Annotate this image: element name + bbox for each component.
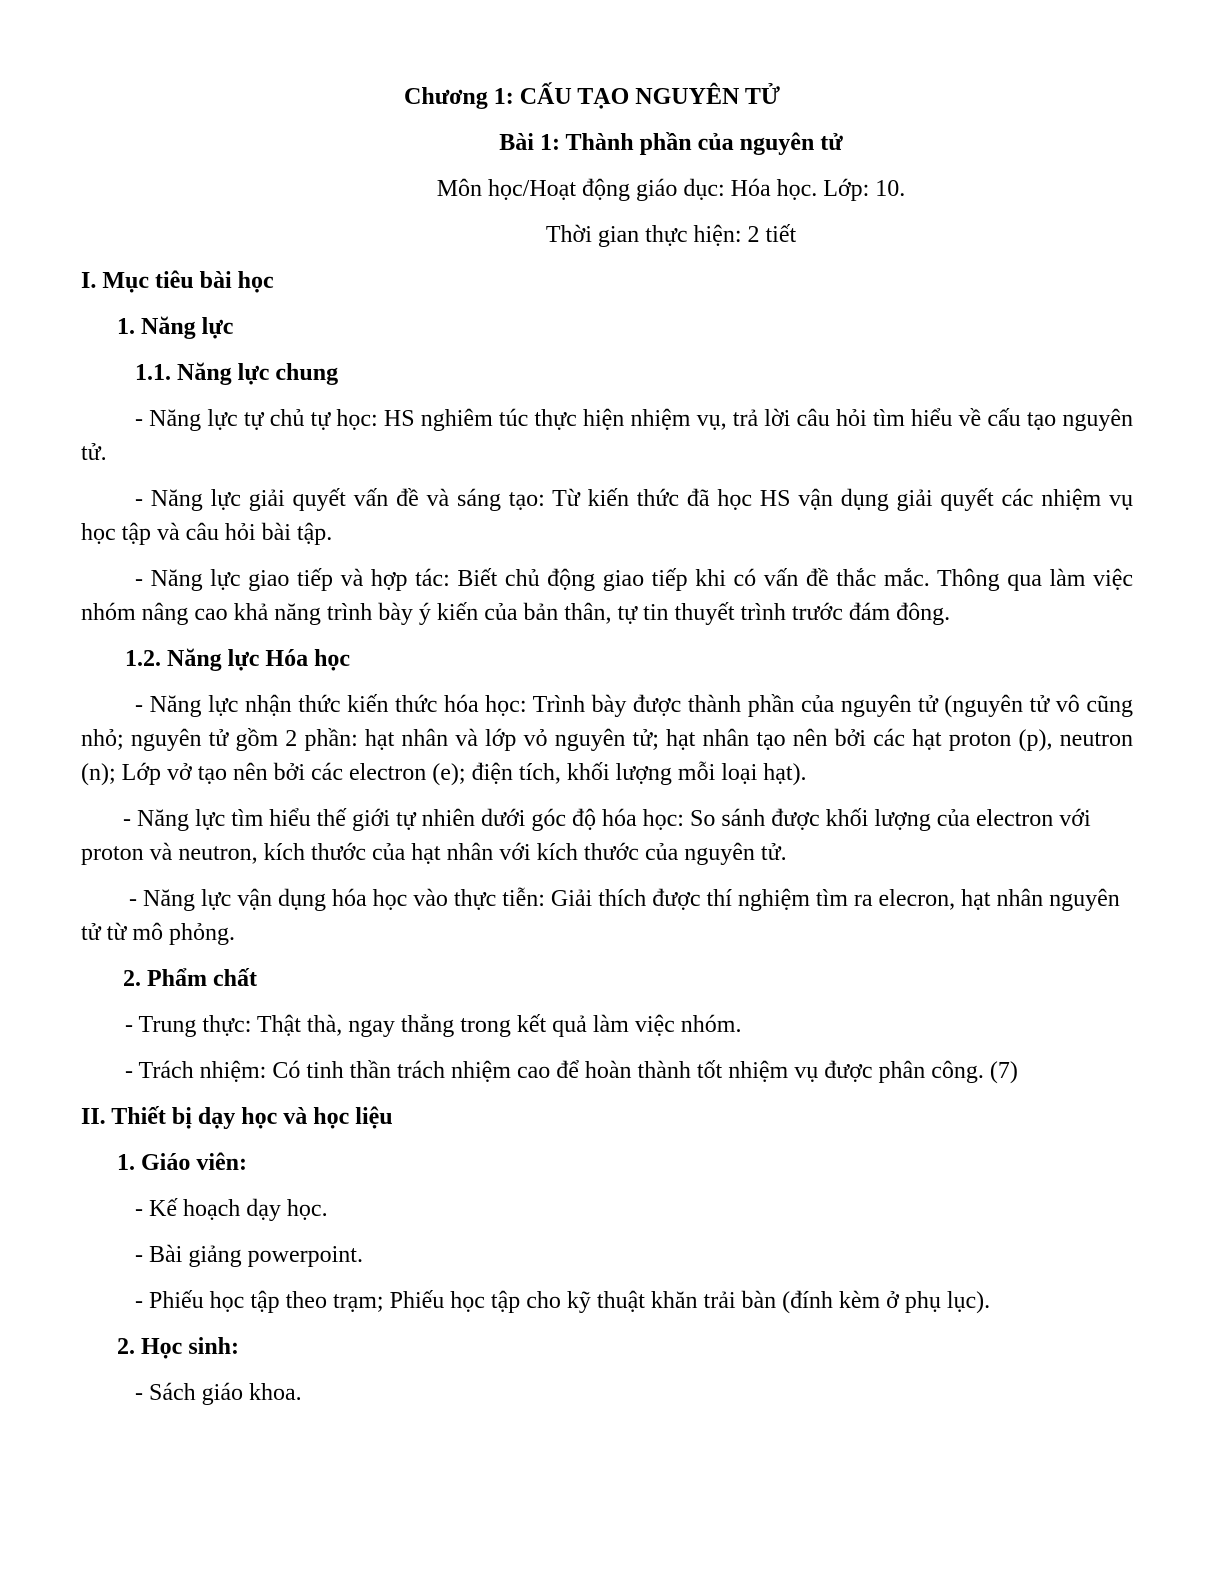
competency-heading: 1. Năng lực (117, 314, 234, 340)
quality-item: - Trung thực: Thật thà, ngay thẳng trong kết quả làm việc nhóm. (125, 1012, 742, 1038)
subject-line: Môn học/Hoạt động giáo dục: Hóa học. Lớp: 10. (436, 176, 906, 202)
chemistry-competency-item: - Năng lực vận dụng hóa học vào thực tiễn: Giải thích được thí nghiệm tìm ra elecron, hạt nhân nguyên tử từ mô phỏng. (81, 886, 1120, 946)
general-competency-item: - Năng lực giao tiếp và hợp tác: Biết chủ động giao tiếp khi có vấn đề thắc mắc. Thông qua làm việc nhóm nâng cao khả năng trình bày ý kiến của bản thân, tự tin thuyết trình trước đám đông. (81, 566, 1133, 626)
teacher-heading: 1. Giáo viên: (117, 1150, 247, 1176)
quality-item: - Trách nhiệm: Có tinh thần trách nhiệm cao để hoàn thành tốt nhiệm vụ được phân công. (7) (125, 1058, 1018, 1084)
teacher-item: - Phiếu học tập theo trạm; Phiếu học tập cho kỹ thuật khăn trải bàn (đính kèm ở phụ lục). (135, 1288, 991, 1314)
teacher-item: - Bài giảng powerpoint. (135, 1242, 363, 1268)
chapter-title: Chương 1: CẤU TẠO NGUYÊN TỬ (404, 84, 780, 110)
general-competency-heading: 1.1. Năng lực chung (135, 360, 339, 386)
chemistry-competency-heading: 1.2. Năng lực Hóa học (125, 646, 351, 672)
general-competency-item: - Năng lực tự chủ tự học: HS nghiêm túc thực hiện nhiệm vụ, trả lời câu hỏi tìm hiểu về cấu tạo nguyên tử. (81, 406, 1133, 466)
general-competency-item: - Năng lực giải quyết vấn đề và sáng tạo: Từ kiến thức đã học HS vận dụng giải quyết các nhiệm vụ học tập và câu hỏi bài tập. (81, 486, 1133, 546)
teacher-item: - Kế hoạch dạy học. (135, 1196, 328, 1222)
qualities-heading: 2. Phẩm chất (123, 966, 257, 992)
duration-line: Thời gian thực hiện: 2 tiết (545, 222, 797, 248)
chemistry-competency-item: - Năng lực tìm hiểu thế giới tự nhiên dưới góc độ hóa học: So sánh được khối lượng của electron với proton và neutron, kích thước của hạt nhân với kích thước của nguyên tử. (81, 806, 1091, 866)
section-2-heading: II. Thiết bị dạy học và học liệu (81, 1104, 393, 1130)
student-heading: 2. Học sinh: (117, 1334, 240, 1360)
document-page (81, 80, 1133, 1422)
lesson-title: Bài 1: Thành phần của nguyên tử (499, 130, 843, 156)
chemistry-competency-item: - Năng lực nhận thức kiến thức hóa học: Trình bày được thành phần của nguyên tử (nguyên tử vô cũng nhỏ; nguyên tử gồm 2 phần: hạt nhân và lớp vỏ nguyên tử; hạt nhân tạo nên bởi các hạt proton (p), neutron (n); Lớp vở tạo nên bởi các electron (e); điện tích, khối lượng mỗi loại hạt). (81, 692, 1133, 786)
student-item: - Sách giáo khoa. (135, 1380, 302, 1406)
section-1-heading: I. Mục tiêu bài học (81, 268, 274, 294)
